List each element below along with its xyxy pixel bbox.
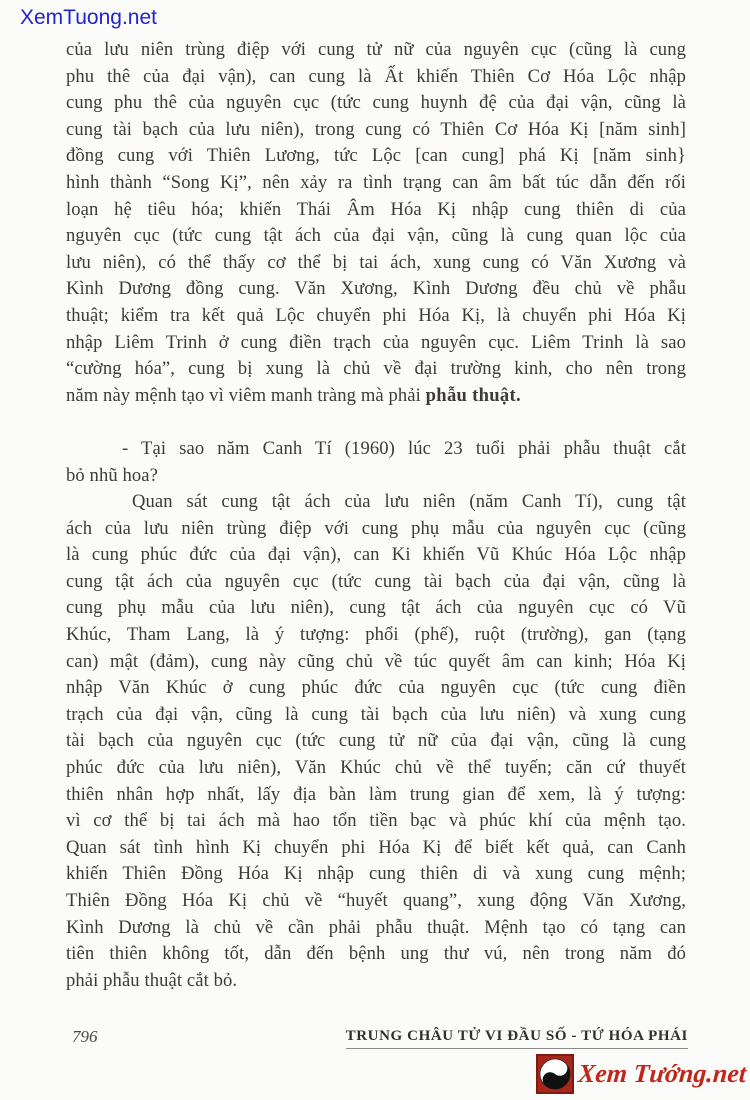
- text-line: đồng cung với Thiên Lương, tức Lộc [can cung] phá Kị [năm sinh}: [66, 145, 686, 167]
- bold-text-segment: phẫu thuật.: [425, 384, 521, 406]
- text-line: - Tại sao năm Canh Tí (1960) lúc 23 tuổi phải phẫu thuật cắt: [122, 437, 686, 459]
- text-block: [66, 37, 686, 994]
- text-line: ách của lưu niên trùng điệp với cung phụ mẫu của nguyên cục (cũng: [66, 517, 686, 539]
- text-line: của lưu niên trùng điệp với cung tử nữ của nguyên cục (cũng là cung: [66, 39, 686, 60]
- text-line: tài bạch của nguyên cục (tức cung tử nữ của đại vận, cũng là cung: [66, 730, 686, 752]
- text-line: Quan sát tình hình Kị chuyển phi Hóa Kị để biết kết quả, can Canh: [66, 836, 686, 858]
- text-line: cung phu thê của nguyên cục (tức cung huynh đệ của đại vận, cũng là: [66, 92, 686, 114]
- text-line: Kình Dương đồng cung. Văn Xương, Kình Dương đều chủ về phẫu: [66, 278, 686, 300]
- text-line: phúc đức của lưu niên), Văn Khúc chủ về thể tuyến; căn cứ thuyết: [66, 757, 686, 779]
- paragraph: [66, 37, 686, 409]
- text-line: thuật; kiểm tra kết quả Lộc chuyển phi Hóa Kị, là chuyển phi Hóa Kị: [66, 304, 686, 326]
- text-line: vì cơ thể bị tai ách mà hao tổn tiền bạc và phúc khí của mệnh tạo.: [66, 810, 686, 832]
- yin-yang-icon: [536, 1054, 574, 1094]
- text-line: loạn hệ tiêu hóa; khiến Thái Âm Hóa Kị nhập cung thiên di của: [66, 198, 686, 220]
- text-line: cung tật ách của nguyên cục (tức cung tài bạch của đại vận, cũng là: [66, 570, 686, 592]
- footer-page-number: 796: [72, 1027, 98, 1046]
- text-line: Kình Dương là chủ về cần phải phẫu thuật. Mệnh tạo có tạng can: [66, 916, 686, 938]
- text-segment: năm này mệnh tạo vì viêm manh tràng mà phải: [66, 384, 426, 406]
- text-line: trạch của đại vận, cũng là cung tài bạch của lưu niên) và xung cung: [66, 703, 686, 725]
- text-line: hình thành “Song Kị”, nên xảy ra tình trạng can âm bất túc dẫn đến rối: [66, 171, 686, 193]
- text-line: can) mật (đảm), cung này cũng chủ về túc quyết âm can kinh; Hóa Kị: [66, 650, 686, 672]
- text-line: “cường hóa”, cung bị xung là chủ về đại trường kinh, cho nên trong: [66, 358, 686, 380]
- text-line: cung tài bạch của lưu niên), trong cung có Thiên Cơ Hóa Kị [năm sinh]: [66, 118, 686, 140]
- site-logo-text: Xem Tướng.net: [576, 1059, 748, 1088]
- site-logo[interactable]: [536, 1054, 746, 1094]
- text-line: Quan sát cung tật ách của lưu niên (năm Canh Tí), cung tật: [132, 491, 686, 513]
- text-line: nhập Liêm Trinh ở cung điền trạch của nguyên cục. Liêm Trinh là sao: [66, 331, 686, 353]
- text-line: lưu niên), có thể thấy cơ thể bị tai ách, xung cung có Văn Xương và: [66, 251, 686, 273]
- text-line: nhập Văn Khúc ở cung phúc đức của nguyên cục (tức cung điền: [66, 677, 686, 699]
- text-line: là cung phúc đức của đại vận), can Ki khiến Vũ Khúc Hóa Lộc nhập: [66, 544, 686, 566]
- text-line: Thiên Đồng Hóa Kị chủ về “huyết quang”, xung động Văn Xương,: [66, 890, 686, 911]
- text-line: Khúc, Tham Lang, là ý tượng: phổi (phế), ruột (trường), gan (tạng: [66, 624, 686, 646]
- text-line: phu thê của đại vận), can cung là Ất khiến Thiên Cơ Hóa Lộc nhập: [66, 65, 686, 87]
- text-line: nguyên cục (tức cung tật ách của đại vận, cũng là cung quan lộc của: [66, 225, 686, 247]
- paragraph: [66, 436, 686, 489]
- text-line: thiên nhân hợp nhất, lấy địa bàn làm trung gian để xem, là ý tượng:: [66, 783, 686, 805]
- text-line: [66, 383, 686, 410]
- text-line: tiên thiên không tốt, dẫn đến bệnh ung thư vú, nên trong năm đó: [66, 943, 686, 965]
- text-line: phải phẫu thuật cắt bỏ.: [66, 969, 238, 991]
- text-line: cung phụ mẫu của lưu niên), cung tật ách của nguyên cục có Vũ: [66, 597, 686, 619]
- paragraph: [66, 489, 686, 994]
- text-line: khiến Thiên Đồng Hóa Kị nhập cung thiên di và xung cung mệnh;: [66, 863, 686, 885]
- footer-running-title: TRUNG CHÂU TỬ VI ĐẦU SỐ - TỨ HÓA PHÁI: [346, 1028, 688, 1049]
- text-line: bỏ nhũ hoa?: [66, 464, 158, 486]
- site-watermark-link[interactable]: XemTuong.net: [20, 6, 157, 29]
